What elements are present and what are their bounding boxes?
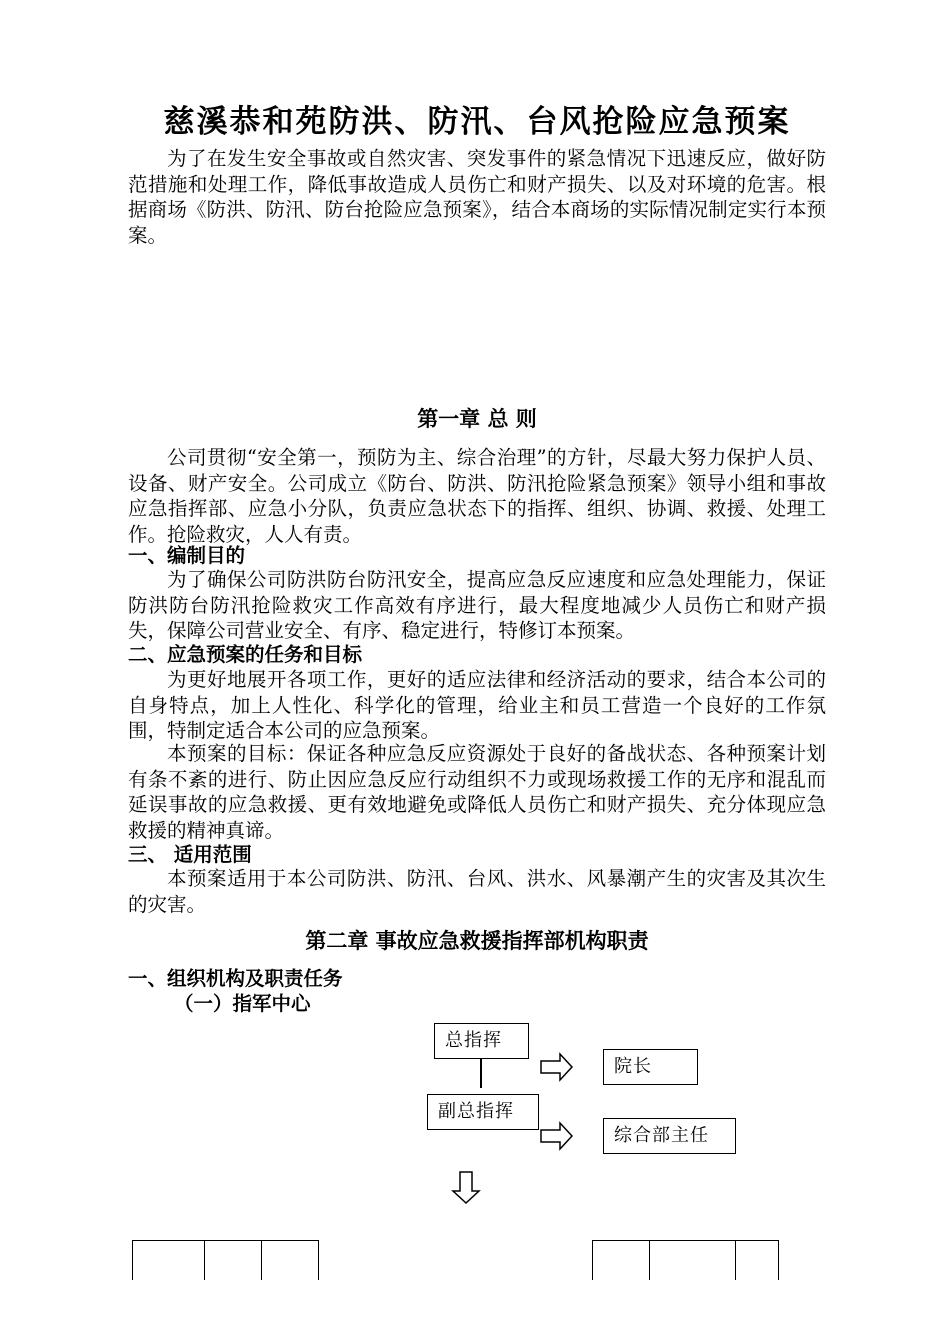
section1-text: 为了确保公司防洪防台防汛安全，提高应急反应速度和应急处理能力，保证防洪防台防汛抢险救灾工作高效有序进行，最大程度地减少人员伤亡和财产损失，保障公司营业安全、有序、稳定进行，特修订本预案。 [128, 568, 826, 642]
org-table-cell [204, 1240, 262, 1280]
org-box-commander-holder: 院长 [603, 1049, 698, 1085]
org-table-cell [132, 1240, 205, 1280]
section2-text2: 本预案的目标：保证各种应急反应资源处于良好的备战状态、各种预案计划有条不紊的进行、防止因应急反应行动组织不力或现场救援工作的无序和混乱而延误事故的应急救援、更有效地避免或降低人员伤亡和财产损失、充分体现应急救援的精神真谛。 [128, 742, 826, 842]
chapter1-intro: 公司贯彻“安全第一，预防为主、综合治理”的方针，尽最大努力保护人员、设备、财产安全。公司成立《防台、防洪、防汛抢险紧急预案》领导小组和事故应急指挥部、应急小分队，负责应急状态下的指挥、组织、协调、救援、处理工作。抢险救灾，人人有责。 [128, 446, 826, 546]
section2-heading: 二、应急预案的任务和目标 [128, 643, 363, 666]
down-arrow-icon [451, 1171, 481, 1205]
right-arrow-icon [540, 1052, 574, 1082]
right-arrow-icon [540, 1121, 574, 1151]
org-table-cell [592, 1240, 650, 1280]
section1-heading: 一、编制目的 [128, 544, 246, 567]
section3-heading: 三、 适用范围 [128, 843, 252, 866]
chapter1-title: 第一章 总 则 [417, 406, 537, 431]
section2-text1: 为更好地展开各项工作，更好的适应法律和经济活动的要求，结合本公司的自身特点，加上人性化、科学化的管理，给业主和员工营造一个良好的工作氛围，特制定适合本公司的应急预案。 [128, 668, 826, 742]
chapter2-title: 第二章 事故应急救援指挥部机构职责 [305, 928, 649, 953]
org-table-cell [261, 1240, 319, 1280]
org-box-deputy: 副总指挥 [427, 1094, 539, 1130]
intro-paragraph: 为了在发生安全事故或自然灾害、突发事件的紧急情况下迅速反应，做好防范措施和处理工作，降低事故造成人员伤亡和财产损失、以及对环境的危害。根据商场《防洪、防汛、防台抢险应急预案》，结合本商场的实际情况制定实行本预案。 [128, 147, 826, 247]
chapter2-section1-heading: 一、组织机构及职责任务 [128, 967, 343, 990]
org-table-cell [735, 1240, 779, 1280]
org-table-cell [649, 1240, 736, 1280]
org-box-commander: 总指挥 [434, 1023, 529, 1059]
document-title: 慈溪恭和苑防洪、防汛、台风抢险应急预案 [163, 104, 791, 140]
section3-text: 本预案适用于本公司防洪、防汛、台风、洪水、风暴潮产生的灾害及其次生的灾害。 [128, 867, 826, 916]
org-box-deputy-holder: 综合部主任 [603, 1118, 736, 1154]
org-connector-line [480, 1059, 482, 1088]
chapter2-subsection1-heading: （一）指军中心 [174, 992, 311, 1015]
